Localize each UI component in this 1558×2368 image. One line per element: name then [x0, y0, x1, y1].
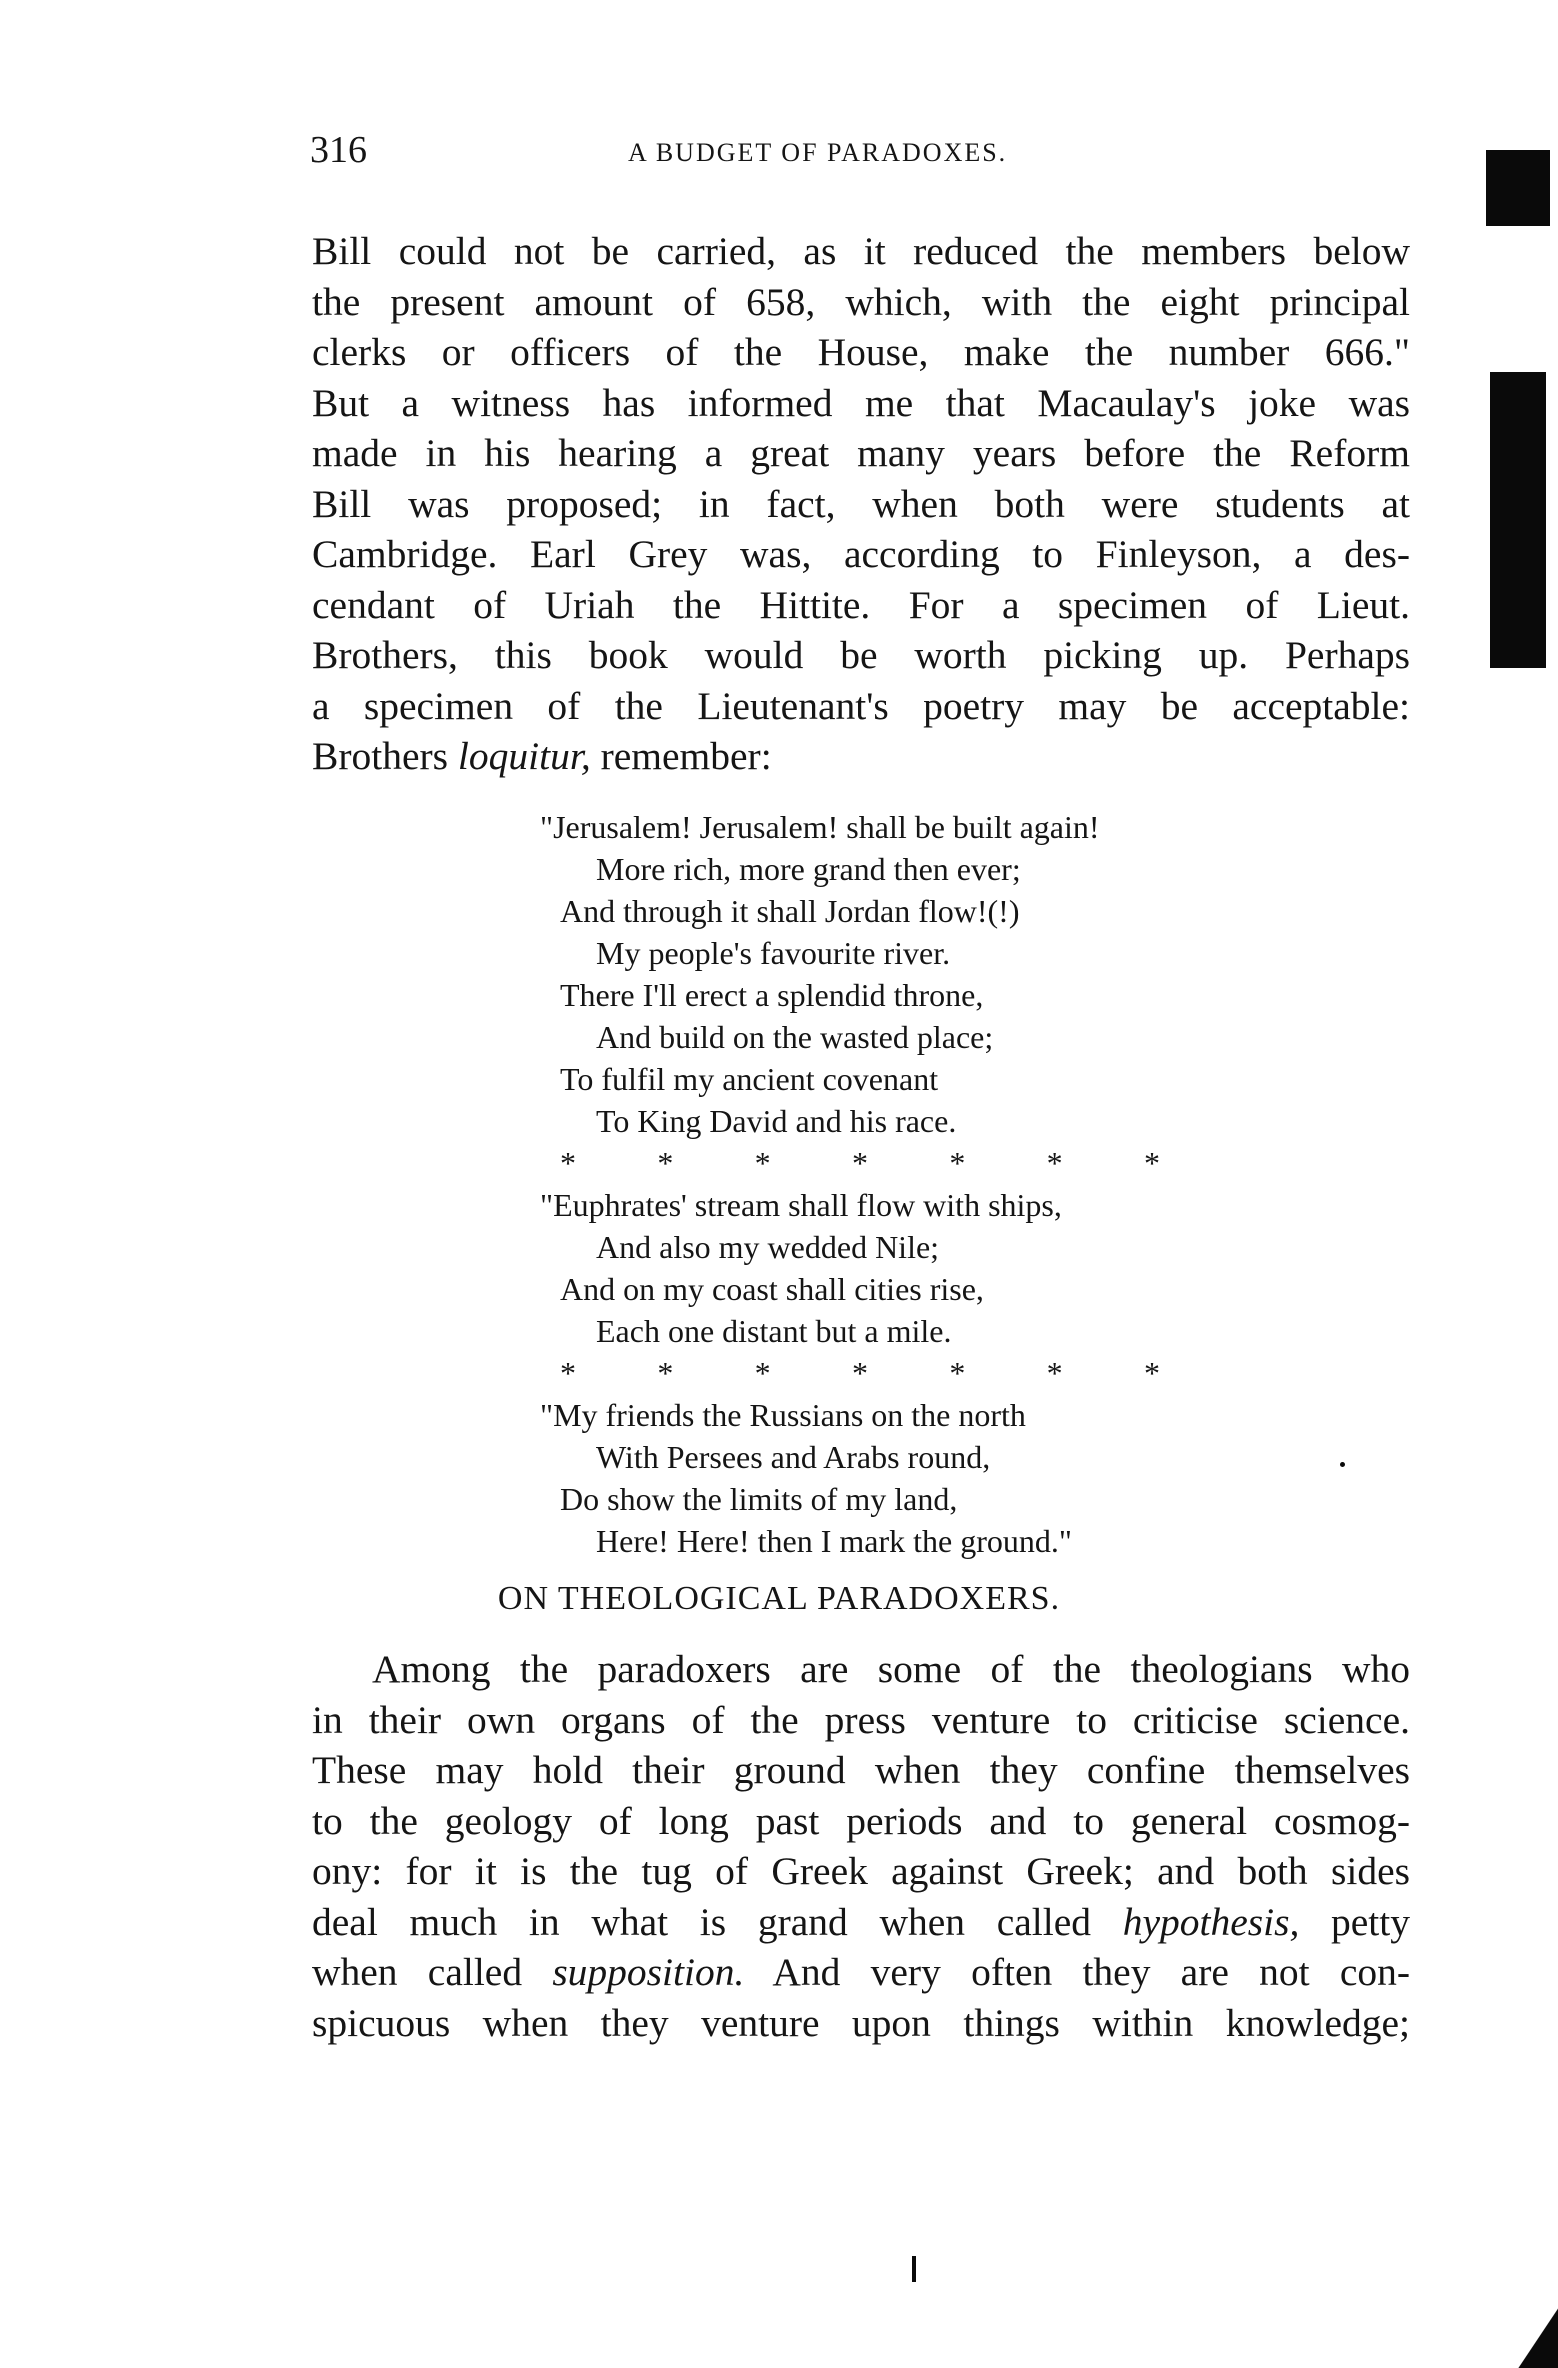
- italic-word: loquitur,: [457, 734, 591, 778]
- page-number: 316: [310, 129, 367, 171]
- scan-artifact: [1518, 2308, 1558, 2368]
- text-run: when called: [312, 1950, 553, 1994]
- poem-line: "My friends the Russians on the north: [540, 1397, 1026, 1433]
- poem-line: To fulfil my ancient covenant: [560, 1061, 939, 1097]
- text-line: Among the paradoxers are some of the theologians who: [372, 1647, 1410, 1691]
- text-line: But a witness has informed me that Macaulay's joke was: [312, 380, 1410, 425]
- poem-line: And build on the wasted place;: [596, 1019, 994, 1055]
- text-line: These may hold their ground when they confine themselves: [312, 1748, 1410, 1792]
- text-line: spicuous when they venture upon things within knowledge;: [312, 2000, 1410, 2045]
- text-line-hypothesis: [312, 1897, 1410, 1948]
- poem-line: There I'll erect a splendid throne,: [560, 977, 984, 1013]
- paragraph-brothers: [312, 226, 1410, 782]
- poem-line: And on my coast shall cities rise,: [560, 1271, 984, 1307]
- text-line: to the geology of long past periods and to general cosmog-: [312, 1798, 1410, 1843]
- running-title: A BUDGET OF PARADOXES.: [628, 138, 1008, 167]
- text-line-supposition: [312, 1947, 1410, 1998]
- text-run: And very often they are not con-: [744, 1950, 1411, 1994]
- text-run: Brothers: [312, 734, 458, 778]
- asterism: [540, 1352, 1160, 1394]
- poem-line: And through it shall Jordan flow!(!): [560, 893, 1020, 929]
- text-line: Brothers, this book would be worth picking up. Perhaps: [312, 633, 1410, 677]
- poem-line: More rich, more grand then ever;: [596, 851, 1021, 887]
- text-line: ony: for it is the tug of Greek against Greek; and both sides: [312, 1849, 1410, 1893]
- asterisk: *: [851, 1145, 868, 1181]
- asterisk: *: [949, 1355, 966, 1391]
- italic-word: hypothesis,: [1122, 1899, 1300, 1944]
- scan-artifact: [1340, 1462, 1345, 1467]
- asterisk: *: [754, 1145, 771, 1181]
- asterisk: *: [1143, 1355, 1160, 1391]
- section-heading: ON THEOLOGICAL PARADOXERS.: [497, 1580, 1061, 1617]
- brothers-poem: [540, 806, 1160, 1562]
- poem-line: Each one distant but a mile.: [596, 1313, 952, 1349]
- asterisk: *: [754, 1355, 771, 1391]
- asterisk: *: [1046, 1145, 1063, 1181]
- scan-artifact: [912, 2256, 916, 2282]
- poem-line: "Jerusalem! Jerusalem! shall be built again!: [540, 809, 1100, 845]
- text-line-loquitur: [312, 731, 1410, 782]
- text-line: Bill could not be carried, as it reduced the members below: [312, 229, 1410, 273]
- asterisk: *: [657, 1355, 674, 1391]
- text-line: made in his hearing a great many years before the Reform: [312, 431, 1410, 475]
- poem-line: To King David and his race.: [596, 1103, 957, 1139]
- text-line: the present amount of 658, which, with the eight principal: [312, 279, 1410, 324]
- page-header: [310, 128, 1410, 178]
- text-run: deal much in what is grand when called: [312, 1899, 1123, 1944]
- asterism: [540, 1142, 1160, 1184]
- text-line: Cambridge. Earl Grey was, according to Finleyson, a des-: [312, 532, 1410, 576]
- asterisk: *: [1143, 1145, 1160, 1181]
- asterisk: *: [851, 1355, 868, 1391]
- poem-line: Do show the limits of my land,: [560, 1481, 958, 1517]
- text-line: cendant of Uriah the Hittite. For a specimen of Lieut.: [312, 582, 1410, 627]
- asterisk: *: [949, 1145, 966, 1181]
- poem-line: My people's favourite river.: [596, 935, 951, 971]
- asterisk: *: [560, 1355, 576, 1391]
- poem-line: With Persees and Arabs round,: [596, 1439, 991, 1475]
- text-run: petty: [1299, 1899, 1410, 1944]
- scan-artifact: [1490, 372, 1546, 668]
- text-line: a specimen of the Lieutenant's poetry may be acceptable:: [312, 683, 1410, 728]
- text-line: clerks or officers of the House, make the number 666.": [312, 330, 1410, 374]
- asterisk: *: [1046, 1355, 1063, 1391]
- poem-line: Here! Here! then I mark the ground.": [596, 1523, 1072, 1559]
- text-line: in their own organs of the press venture to criticise science.: [312, 1697, 1410, 1742]
- asterisk: *: [657, 1145, 674, 1181]
- poem-line: And also my wedded Nile;: [596, 1229, 940, 1265]
- text-line: Bill was proposed; in fact, when both were students at: [312, 481, 1410, 526]
- scan-artifact: [1486, 150, 1550, 226]
- text-run: remember:: [590, 734, 772, 778]
- poem-line: "Euphrates' stream shall flow with ships,: [540, 1187, 1062, 1223]
- asterisk: *: [560, 1145, 576, 1181]
- italic-word: supposition.: [552, 1950, 745, 1994]
- paragraph-theological: [312, 1644, 1410, 2048]
